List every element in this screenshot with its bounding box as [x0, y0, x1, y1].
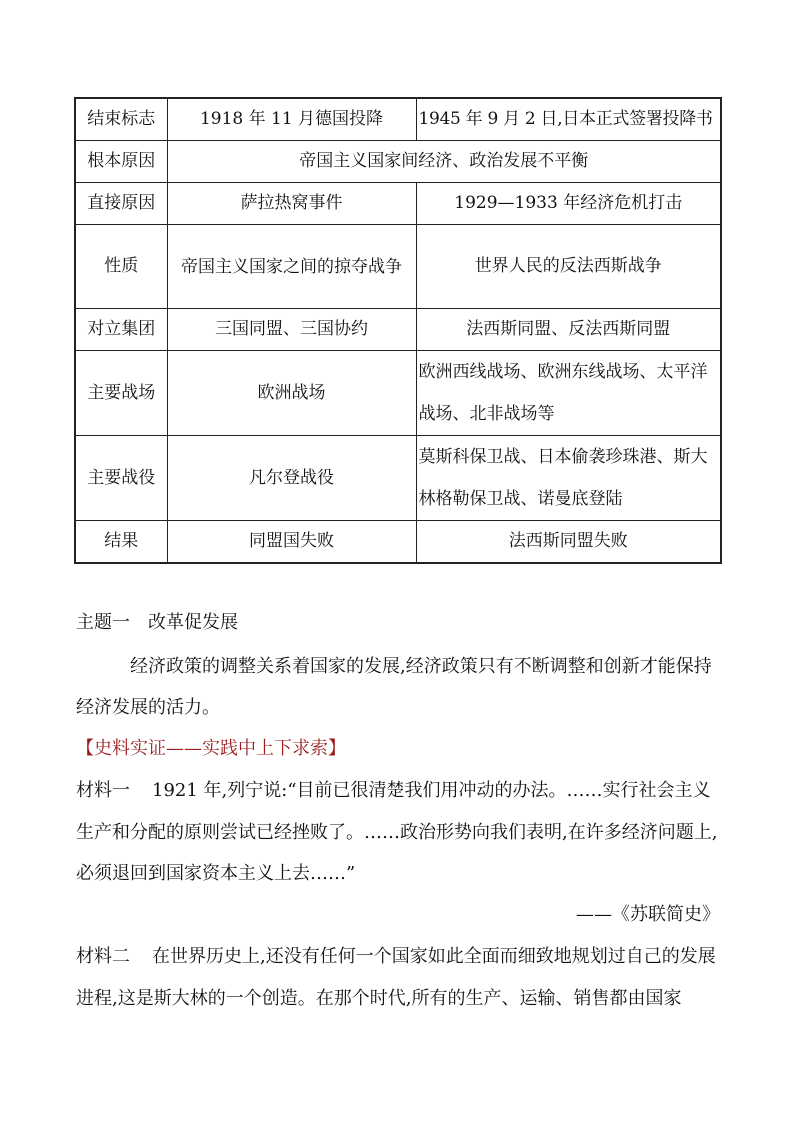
ww1-cell: 萨拉热窝事件 — [167, 183, 416, 225]
table-row — [75, 351, 721, 436]
war-comparison-table — [74, 97, 722, 564]
table-row — [75, 98, 721, 141]
table-row — [75, 309, 721, 351]
row-label: 主要战场 — [75, 351, 167, 436]
table-row — [75, 225, 721, 309]
row-label: 主要战役 — [75, 436, 167, 521]
table-row — [75, 183, 721, 225]
row-label: 性质 — [75, 225, 167, 309]
material-two — [76, 936, 722, 1019]
ww2-cell: 法西斯同盟、反法西斯同盟 — [416, 309, 721, 351]
row-label: 直接原因 — [75, 183, 167, 225]
row-label: 对立集团 — [75, 309, 167, 351]
ww2-cell: 欧洲西线战场、欧洲东线战场、太平洋战场、北非战场等 — [416, 351, 721, 436]
table-row — [75, 521, 721, 564]
ww2-cell: 1945 年 9 月 2 日,日本正式签署投降书 — [416, 98, 721, 141]
material-text: 在世界历史上,还没有任何一个国家如此全面而细致地规划过自己的发展进程,这是斯大林的一个创造。在那个时代,所有的生产、运输、销售都由国家 — [76, 946, 716, 1009]
ww1-cell: 三国同盟、三国协约 — [167, 309, 416, 351]
material-text: 1921 年,列宁说:“目前已很清楚我们用冲动的办法。……实行社会主义生产和分配的原则尝试已经挫败了。……政治形势向我们表明,在许多经济问题上,必须退回到国家资本主义上去……” — [76, 780, 718, 884]
ww1-cell: 同盟国失败 — [167, 521, 416, 564]
section-title: 【史料实证——实践中上下求索】 — [76, 738, 346, 759]
row-label: 根本原因 — [75, 141, 167, 183]
material-label: 材料二 — [76, 946, 130, 967]
ww2-cell: 莫斯科保卫战、日本偷袭珍珠港、斯大林格勒保卫战、诺曼底登陆 — [416, 436, 721, 521]
material-one — [76, 770, 722, 895]
theme-intro: 经济政策的调整关系着国家的发展,经济政策只有不断调整和创新才能保持经济发展的活力。 — [76, 656, 712, 718]
shared-cell: 帝国主义国家间经济、政治发展不平衡 — [167, 141, 721, 183]
table-row — [75, 436, 721, 521]
material-label: 材料一 — [76, 780, 130, 801]
table-row — [75, 141, 721, 183]
ww2-cell: 法西斯同盟失败 — [416, 521, 721, 564]
row-label: 结束标志 — [75, 98, 167, 141]
theme-heading: 主题一 改革促发展 — [76, 612, 238, 633]
ww1-cell: 帝国主义国家之间的掠夺战争 — [167, 225, 416, 309]
ww2-cell: 世界人民的反法西斯战争 — [416, 225, 721, 309]
ww2-cell: 1929—1933 年经济危机打击 — [416, 183, 721, 225]
ww1-cell: 欧洲战场 — [167, 351, 416, 436]
row-label: 结果 — [75, 521, 167, 564]
ww1-cell: 凡尔登战役 — [167, 436, 416, 521]
material-source: ——《苏联简史》 — [576, 904, 720, 925]
ww1-cell: 1918 年 11 月德国投降 — [167, 98, 416, 141]
